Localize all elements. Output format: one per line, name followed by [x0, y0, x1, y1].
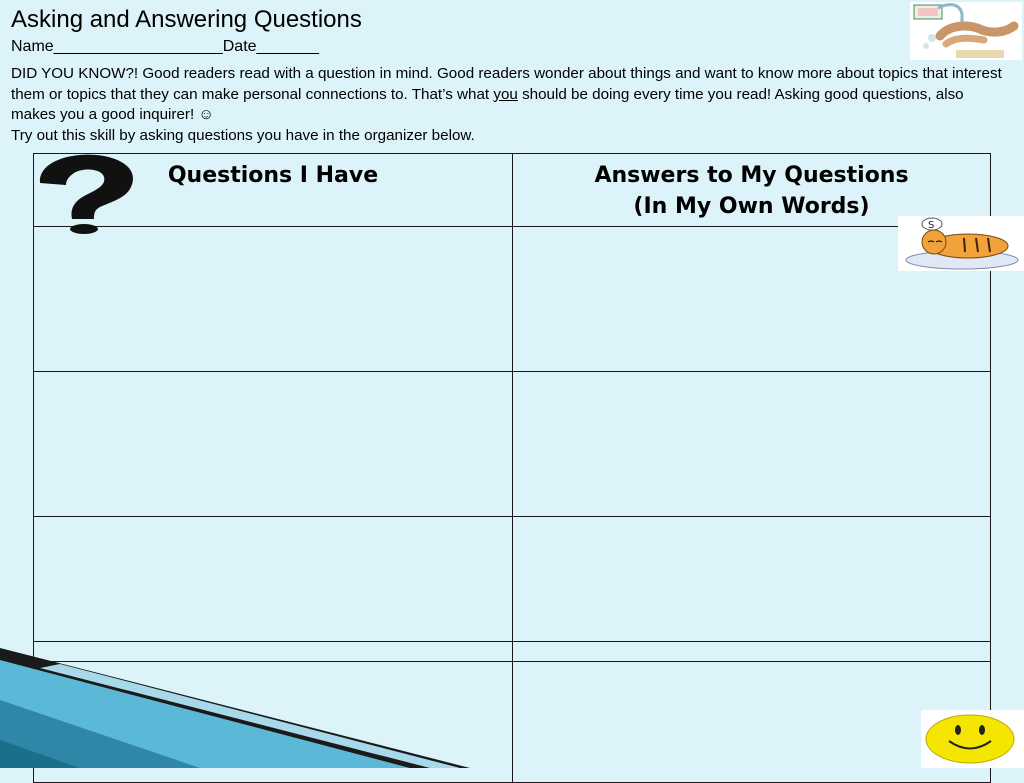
intro-emphasis: you: [493, 85, 518, 103]
hand-washing-clipart: [910, 2, 1022, 60]
page-title: Asking and Answering Questions: [11, 6, 362, 33]
question-organizer: [33, 153, 991, 783]
table-row: [34, 642, 991, 662]
question-cell[interactable]: [34, 227, 513, 372]
intro-text-part: should be doing every time you read! Asking good questions, also makes you a good inquirer! ☺: [11, 85, 964, 123]
table-row: [34, 372, 991, 517]
question-cell[interactable]: [34, 642, 513, 662]
table-row: [34, 517, 991, 642]
table-row: [34, 227, 991, 372]
intro-text: [11, 64, 1011, 146]
answers-header-line1: Answers to My Questions: [594, 163, 909, 188]
sleeping-cat-clipart: [898, 216, 1024, 271]
intro-paragraph: [11, 64, 1011, 126]
answer-cell[interactable]: [513, 662, 991, 783]
question-cell[interactable]: [34, 517, 513, 642]
question-cell[interactable]: [34, 662, 513, 783]
smiley-face-icon: [921, 710, 1024, 768]
question-mark-icon: [34, 153, 138, 235]
answers-header-line2: (In My Own Words): [633, 194, 870, 219]
answer-cell[interactable]: [513, 372, 991, 517]
svg-text:S: S: [928, 220, 935, 231]
organizer-header-row: [34, 154, 991, 227]
name-date-line: Name___________________Date_______: [11, 38, 319, 55]
questions-header-label: Questions I Have: [167, 163, 379, 188]
answer-cell[interactable]: [513, 517, 991, 642]
intro-text-part: DID YOU KNOW?! Good readers read with a question in mind. Good readers wonder about things and want to know more about topics that interest them or topics that they can make personal connections to. That’s what: [11, 65, 1002, 103]
question-cell[interactable]: [34, 372, 513, 517]
answer-cell[interactable]: [513, 642, 991, 662]
table-row: [34, 662, 991, 783]
intro-instruction: Try out this skill by asking questions you have in the organizer below.: [11, 126, 475, 144]
